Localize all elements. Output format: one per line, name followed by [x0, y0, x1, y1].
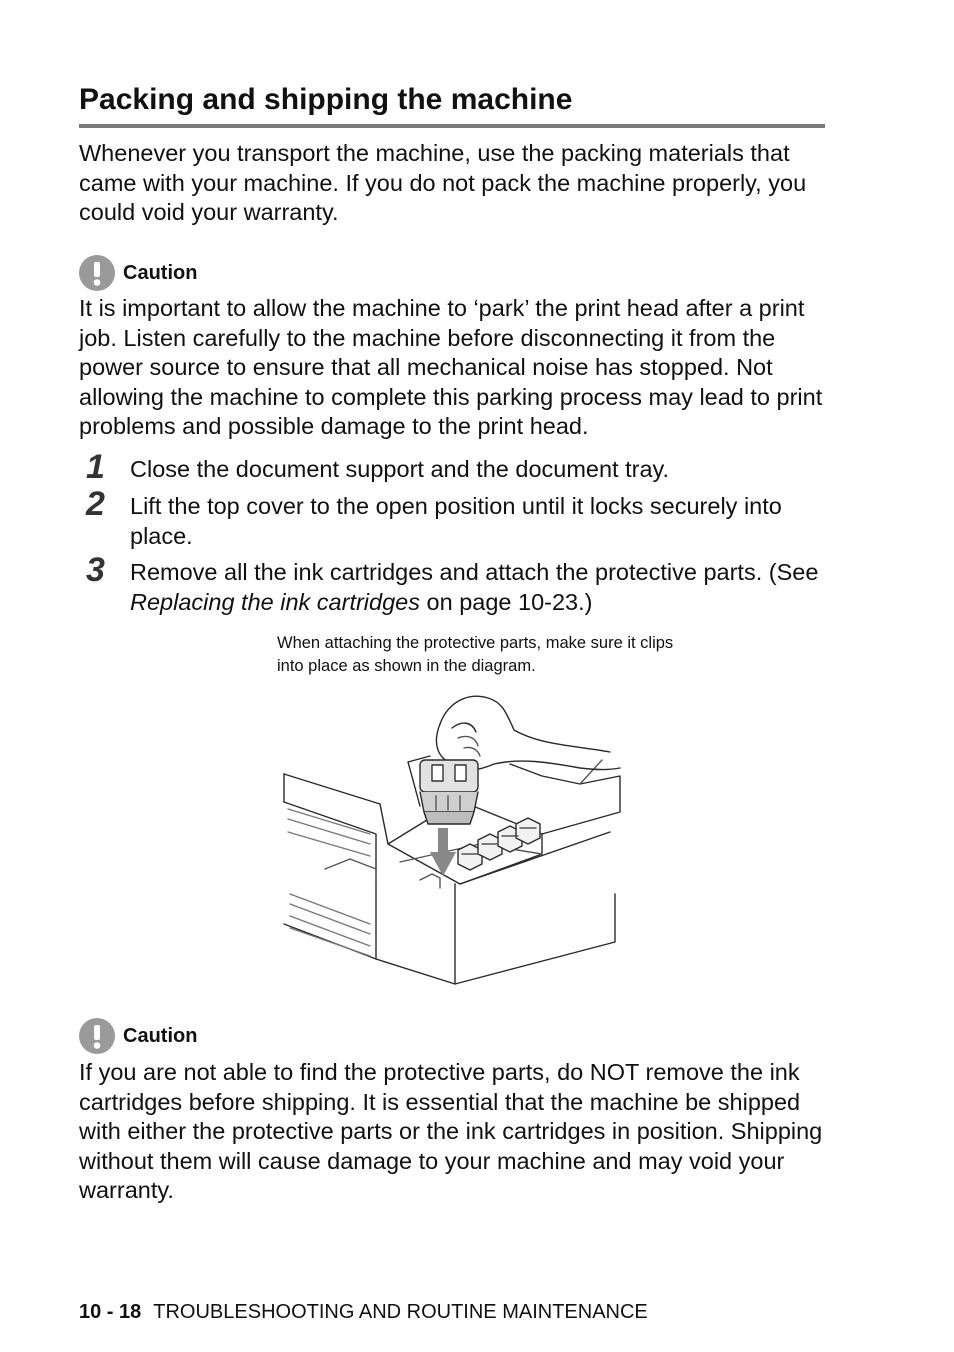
intro-paragraph: Whenever you transport the machine, use the packing materials that came with your machine. If you do not pack the machine properly, you could void your warranty. — [79, 140, 807, 225]
step-number-3: 3 — [86, 551, 105, 589]
step-text-1: Close the document support and the document tray. — [130, 456, 670, 482]
figure-caption: When attaching the protective parts, make sure it clips into place as shown in the diagram. — [277, 634, 674, 675]
step-text-3-lead: Remove all the ink cartridges and attach the protective parts. (See — [130, 559, 819, 585]
caution-label: Caution — [123, 262, 198, 284]
step-number-1: 1 — [86, 448, 105, 486]
caution-text-1: It is important to allow the machine to ‘park’ the print head after a print job. Listen carefully to the machine before disconnecting it from the power source to ensure that all mechanical noise has stopped. Not allowing the machine to complete this parking process may lead to print problems and possible damage to the print head. — [79, 295, 823, 439]
caution-label: Caution — [123, 1025, 198, 1047]
title-divider — [79, 124, 825, 128]
step-text-2: Lift the top cover to the open position until it locks securely into place. — [130, 493, 782, 549]
step-number-2: 2 — [86, 485, 105, 523]
chapter-title: TROUBLESHOOTING AND ROUTINE MAINTENANCE — [153, 1301, 648, 1323]
step-text-3 — [130, 558, 840, 617]
cross-reference-link: Replacing the ink cartridges — [130, 588, 420, 615]
page-number: 10 - 18 — [79, 1301, 142, 1323]
section-title: Packing and shipping the machine — [79, 83, 573, 116]
step-text-3-tail: on page 10-23.) — [420, 588, 593, 615]
caution-exclamation-icon — [79, 255, 115, 291]
page-footer — [79, 1300, 648, 1324]
protective-part-illustration — [280, 684, 625, 999]
caution-exclamation-icon — [79, 1018, 115, 1054]
caution-text-2: If you are not able to find the protective parts, do NOT remove the ink cartridges before shipping. It is essential that the machine be shipped with either the protective parts or the ink cartridges in position. Shipping without them will cause damage to your machine and may void your warranty. — [79, 1059, 823, 1203]
